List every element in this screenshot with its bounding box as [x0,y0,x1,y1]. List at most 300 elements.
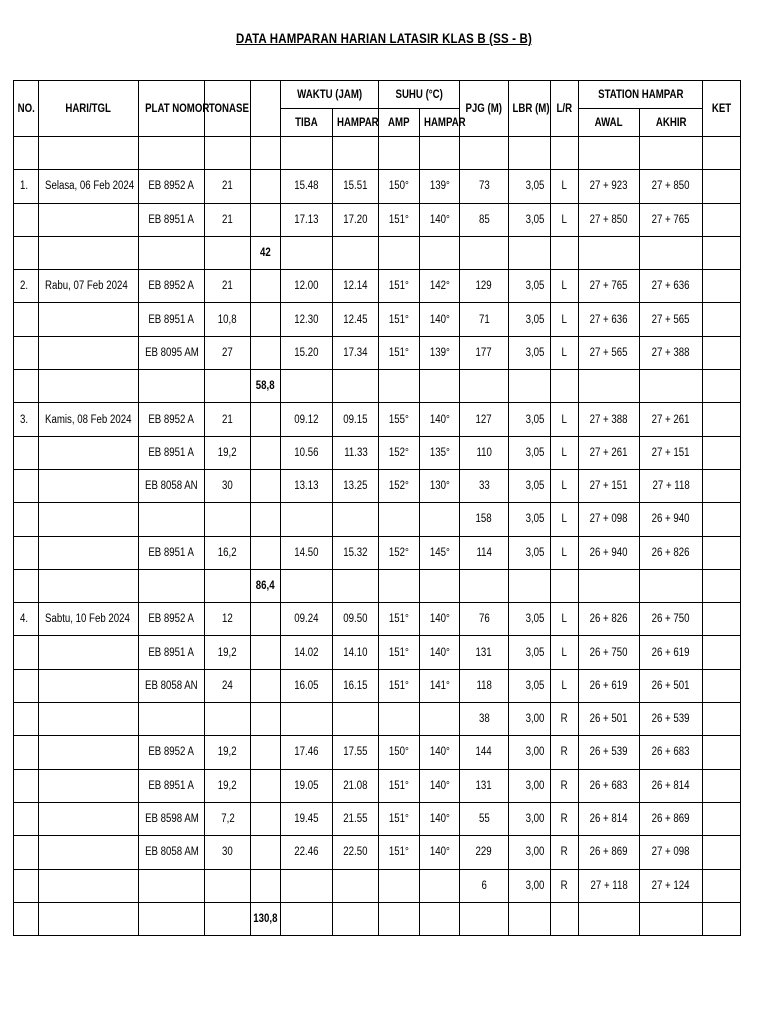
cell-hari-tgl [39,769,139,802]
cell-suhu-amp [379,902,420,935]
cell-pjg: 33 [460,469,509,502]
cell-no [14,436,39,469]
cell-hari-tgl [39,569,139,602]
cell-total-tonase [251,270,281,303]
cell-lr: L [551,503,579,536]
cell-lr: L [551,436,579,469]
cell-no [14,503,39,536]
cell-no: 1. [14,170,39,203]
cell-suhu-amp: 151° [379,603,420,636]
cell-lr: L [551,603,579,636]
cell-tiba: 14.02 [281,636,333,669]
table-row [14,370,741,403]
cell-tiba: 14.50 [281,536,333,569]
cell-hari-tgl [39,137,139,170]
cell-total-tonase [251,802,281,835]
cell-hari-tgl: Kamis, 08 Feb 2024 [39,403,139,436]
cell-tonase: 7,2 [205,802,251,835]
cell-lr [551,236,579,269]
cell-ket [703,836,741,869]
cell-tonase: 16,2 [205,536,251,569]
cell-lbr: 3,05 [509,503,551,536]
cell-tiba: 22.46 [281,836,333,869]
cell-waktu-hampar: 09.15 [333,403,379,436]
cell-tiba [281,370,333,403]
header-akhir: AKHIR [640,109,703,137]
cell-station-awal: 27 + 850 [579,203,640,236]
table-row [14,603,741,636]
cell-ket [703,170,741,203]
cell-total-tonase: 130,8 [251,902,281,935]
cell-plat-nomor: EB 8058 AM [139,836,205,869]
cell-lr: R [551,802,579,835]
cell-station-awal [579,137,640,170]
cell-suhu-hampar: 140° [420,836,460,869]
cell-ket [703,736,741,769]
cell-tonase: 19,2 [205,636,251,669]
cell-lr: R [551,836,579,869]
cell-lbr: 3,00 [509,703,551,736]
cell-pjg: 127 [460,403,509,436]
cell-tiba: 17.46 [281,736,333,769]
cell-suhu-hampar: 142° [420,270,460,303]
cell-station-awal: 26 + 501 [579,703,640,736]
header-hari-tgl: HARI/TGL [39,81,139,137]
cell-tiba: 09.24 [281,603,333,636]
cell-station-awal: 26 + 750 [579,636,640,669]
cell-hari-tgl: Sabtu, 10 Feb 2024 [39,603,139,636]
cell-tonase: 27 [205,336,251,369]
cell-tonase [205,137,251,170]
cell-no [14,869,39,902]
table-row [14,569,741,602]
cell-suhu-amp: 151° [379,270,420,303]
cell-station-akhir: 26 + 750 [640,603,703,636]
cell-station-awal: 26 + 814 [579,802,640,835]
cell-station-akhir: 27 + 151 [640,436,703,469]
cell-tiba: 19.05 [281,769,333,802]
cell-lr [551,137,579,170]
cell-tonase: 19,2 [205,769,251,802]
cell-lr: L [551,303,579,336]
cell-pjg: 71 [460,303,509,336]
cell-lbr: 3,05 [509,303,551,336]
cell-pjg: 76 [460,603,509,636]
cell-suhu-amp [379,137,420,170]
cell-suhu-amp: 152° [379,436,420,469]
cell-ket [703,802,741,835]
cell-suhu-hampar [420,370,460,403]
cell-hari-tgl [39,336,139,369]
cell-suhu-amp [379,703,420,736]
cell-pjg: 38 [460,703,509,736]
cell-lbr: 3,00 [509,802,551,835]
cell-no [14,636,39,669]
cell-ket [703,370,741,403]
cell-suhu-amp [379,370,420,403]
cell-station-awal: 27 + 636 [579,303,640,336]
cell-tiba [281,869,333,902]
cell-ket [703,636,741,669]
table-row [14,403,741,436]
cell-tonase: 24 [205,669,251,702]
cell-waktu-hampar: 17.20 [333,203,379,236]
cell-ket [703,536,741,569]
header-suhu: SUHU (°C) [379,81,460,109]
cell-no [14,902,39,935]
cell-tonase [205,869,251,902]
cell-station-akhir: 26 + 826 [640,536,703,569]
cell-suhu-hampar: 140° [420,403,460,436]
cell-no: 2. [14,270,39,303]
cell-pjg: 55 [460,802,509,835]
cell-lbr: 3,05 [509,270,551,303]
cell-station-akhir [640,137,703,170]
cell-station-akhir: 26 + 539 [640,703,703,736]
cell-waktu-hampar: 12.45 [333,303,379,336]
cell-no [14,137,39,170]
cell-lbr: 3,00 [509,736,551,769]
cell-ket [703,137,741,170]
table-row [14,802,741,835]
cell-plat-nomor: EB 8095 AM [139,336,205,369]
cell-suhu-amp: 151° [379,303,420,336]
cell-ket [703,303,741,336]
cell-hari-tgl [39,869,139,902]
cell-tiba [281,569,333,602]
cell-lbr: 3,05 [509,536,551,569]
cell-plat-nomor [139,503,205,536]
cell-station-awal [579,902,640,935]
cell-suhu-hampar: 140° [420,203,460,236]
cell-total-tonase: 86,4 [251,569,281,602]
cell-lr: L [551,336,579,369]
cell-station-awal [579,569,640,602]
cell-no [14,203,39,236]
cell-suhu-hampar: 130° [420,469,460,502]
cell-suhu-amp [379,569,420,602]
cell-suhu-hampar: 140° [420,636,460,669]
cell-pjg: 6 [460,869,509,902]
cell-tiba: 13.13 [281,469,333,502]
cell-pjg [460,137,509,170]
cell-suhu-hampar [420,869,460,902]
cell-station-akhir: 27 + 850 [640,170,703,203]
cell-ket [703,436,741,469]
table-row [14,636,741,669]
cell-station-awal: 26 + 539 [579,736,640,769]
cell-station-akhir: 27 + 118 [640,469,703,502]
cell-suhu-amp: 150° [379,736,420,769]
cell-ket [703,270,741,303]
cell-pjg: 85 [460,203,509,236]
cell-hari-tgl [39,203,139,236]
cell-no [14,569,39,602]
cell-total-tonase [251,203,281,236]
header-pjg: PJG (M) [460,81,509,137]
header-total-empty [251,81,281,137]
cell-total-tonase [251,503,281,536]
table-row [14,236,741,269]
table-row [14,836,741,869]
cell-station-akhir: 27 + 765 [640,203,703,236]
cell-hari-tgl [39,736,139,769]
cell-suhu-hampar [420,137,460,170]
header-tonase: TONASE [205,81,251,137]
cell-station-akhir [640,236,703,269]
cell-total-tonase [251,869,281,902]
cell-tonase: 19,2 [205,436,251,469]
cell-total-tonase [251,603,281,636]
cell-lbr: 3,05 [509,403,551,436]
table-row [14,469,741,502]
cell-hari-tgl [39,436,139,469]
cell-waktu-hampar: 17.55 [333,736,379,769]
cell-suhu-hampar: 139° [420,170,460,203]
cell-tiba: 15.48 [281,170,333,203]
cell-lr: R [551,703,579,736]
table-row [14,137,741,170]
cell-waktu-hampar [333,569,379,602]
cell-lr: L [551,170,579,203]
cell-total-tonase: 42 [251,236,281,269]
cell-suhu-amp: 151° [379,802,420,835]
cell-waktu-hampar: 21.55 [333,802,379,835]
cell-pjg [460,902,509,935]
cell-hari-tgl [39,836,139,869]
cell-suhu-amp: 151° [379,636,420,669]
cell-lbr: 3,05 [509,669,551,702]
cell-tonase: 21 [205,403,251,436]
cell-total-tonase [251,403,281,436]
cell-plat-nomor: EB 8952 A [139,603,205,636]
cell-suhu-amp: 152° [379,469,420,502]
cell-station-awal: 26 + 619 [579,669,640,702]
document-title: DATA HAMPARAN HARIAN LATASIR KLAS B (SS - B) [236,30,532,46]
cell-station-awal [579,370,640,403]
cell-station-awal: 27 + 098 [579,503,640,536]
cell-no [14,303,39,336]
cell-station-awal [579,236,640,269]
cell-suhu-hampar: 140° [420,769,460,802]
cell-lr: L [551,636,579,669]
cell-tiba [281,236,333,269]
cell-hari-tgl: Selasa, 06 Feb 2024 [39,170,139,203]
cell-ket [703,503,741,536]
cell-station-akhir: 27 + 124 [640,869,703,902]
cell-hari-tgl [39,636,139,669]
cell-pjg: 110 [460,436,509,469]
cell-tonase: 21 [205,270,251,303]
cell-tiba: 09.12 [281,403,333,436]
cell-no: 4. [14,603,39,636]
cell-suhu-hampar: 139° [420,336,460,369]
cell-no [14,336,39,369]
cell-total-tonase [251,703,281,736]
cell-waktu-hampar [333,370,379,403]
header-suhu-hampar: HAMPAR [420,109,460,137]
table-row [14,303,741,336]
cell-plat-nomor: EB 8598 AM [139,802,205,835]
cell-tonase: 12 [205,603,251,636]
cell-plat-nomor: EB 8951 A [139,769,205,802]
cell-total-tonase [251,170,281,203]
cell-suhu-hampar [420,503,460,536]
cell-station-awal: 27 + 118 [579,869,640,902]
cell-suhu-hampar: 140° [420,303,460,336]
header-plat-nomor: PLAT NOMOR [139,81,205,137]
cell-total-tonase [251,769,281,802]
cell-lbr [509,370,551,403]
cell-hari-tgl [39,503,139,536]
table-row [14,170,741,203]
cell-suhu-hampar [420,569,460,602]
cell-lbr: 3,05 [509,636,551,669]
cell-lbr [509,569,551,602]
cell-plat-nomor: EB 8951 A [139,203,205,236]
cell-tonase: 21 [205,203,251,236]
cell-waktu-hampar [333,137,379,170]
header-awal: AWAL [579,109,640,137]
cell-suhu-amp [379,236,420,269]
cell-plat-nomor: EB 8952 A [139,270,205,303]
cell-station-awal: 27 + 765 [579,270,640,303]
cell-station-akhir: 26 + 940 [640,503,703,536]
cell-pjg: 131 [460,769,509,802]
cell-lbr: 3,00 [509,869,551,902]
cell-station-awal: 27 + 261 [579,436,640,469]
table-row [14,336,741,369]
cell-station-akhir: 26 + 869 [640,802,703,835]
cell-lbr [509,137,551,170]
header-no: NO. [14,81,39,137]
cell-pjg [460,236,509,269]
table-row [14,536,741,569]
cell-lbr: 3,00 [509,769,551,802]
cell-tiba: 10.56 [281,436,333,469]
cell-lr: L [551,270,579,303]
cell-ket [703,769,741,802]
cell-station-akhir: 27 + 565 [640,303,703,336]
cell-lbr: 3,05 [509,469,551,502]
cell-lr [551,370,579,403]
cell-lr [551,569,579,602]
cell-hari-tgl [39,536,139,569]
cell-suhu-amp: 151° [379,669,420,702]
cell-total-tonase [251,736,281,769]
cell-no [14,736,39,769]
cell-hari-tgl [39,802,139,835]
cell-tonase: 30 [205,469,251,502]
cell-no [14,536,39,569]
cell-suhu-hampar: 141° [420,669,460,702]
header-ket: KET [703,81,741,137]
cell-station-awal: 27 + 388 [579,403,640,436]
cell-waktu-hampar: 16.15 [333,669,379,702]
cell-lbr [509,236,551,269]
header-lbr: LBR (M) [509,81,551,137]
cell-hari-tgl [39,370,139,403]
cell-no [14,469,39,502]
cell-suhu-hampar: 145° [420,536,460,569]
cell-suhu-hampar: 135° [420,436,460,469]
cell-total-tonase [251,469,281,502]
cell-tiba [281,902,333,935]
cell-no [14,836,39,869]
cell-no [14,769,39,802]
cell-ket [703,902,741,935]
cell-station-akhir: 27 + 261 [640,403,703,436]
cell-station-awal: 27 + 565 [579,336,640,369]
cell-ket [703,703,741,736]
cell-hari-tgl [39,703,139,736]
cell-lbr: 3,05 [509,203,551,236]
cell-plat-nomor: EB 8951 A [139,636,205,669]
cell-pjg: 144 [460,736,509,769]
table-row [14,736,741,769]
cell-ket [703,669,741,702]
hamparan-table [13,80,741,936]
cell-station-awal: 26 + 683 [579,769,640,802]
cell-lbr: 3,05 [509,336,551,369]
cell-tonase: 21 [205,170,251,203]
cell-pjg: 118 [460,669,509,702]
cell-lr: R [551,769,579,802]
header-waktu: WAKTU (JAM) [281,81,379,109]
header-waktu-hampar: HAMPAR [333,109,379,137]
cell-pjg: 131 [460,636,509,669]
cell-total-tonase: 58,8 [251,370,281,403]
cell-lbr: 3,00 [509,836,551,869]
cell-suhu-hampar [420,236,460,269]
cell-suhu-hampar: 140° [420,802,460,835]
cell-tiba: 12.00 [281,270,333,303]
cell-plat-nomor: EB 8058 AN [139,669,205,702]
cell-suhu-amp: 150° [379,170,420,203]
table-row [14,436,741,469]
table-row [14,270,741,303]
cell-lr: R [551,736,579,769]
cell-waktu-hampar [333,703,379,736]
cell-hari-tgl [39,469,139,502]
cell-tonase [205,236,251,269]
cell-waktu-hampar [333,503,379,536]
cell-station-awal: 27 + 923 [579,170,640,203]
cell-station-akhir: 26 + 683 [640,736,703,769]
cell-total-tonase [251,669,281,702]
cell-station-akhir [640,569,703,602]
cell-station-akhir [640,902,703,935]
cell-lr: L [551,669,579,702]
table-row [14,869,741,902]
cell-pjg: 114 [460,536,509,569]
cell-suhu-amp: 151° [379,203,420,236]
cell-suhu-amp [379,503,420,536]
table-row [14,703,741,736]
cell-suhu-amp [379,869,420,902]
cell-tiba: 19.45 [281,802,333,835]
cell-lr: L [551,536,579,569]
cell-plat-nomor [139,902,205,935]
cell-pjg [460,569,509,602]
cell-total-tonase [251,336,281,369]
cell-lbr: 3,05 [509,436,551,469]
header-station-hampar: STATION HAMPAR [579,81,703,109]
cell-station-awal: 26 + 869 [579,836,640,869]
table-row [14,203,741,236]
cell-total-tonase [251,303,281,336]
cell-station-awal: 26 + 826 [579,603,640,636]
